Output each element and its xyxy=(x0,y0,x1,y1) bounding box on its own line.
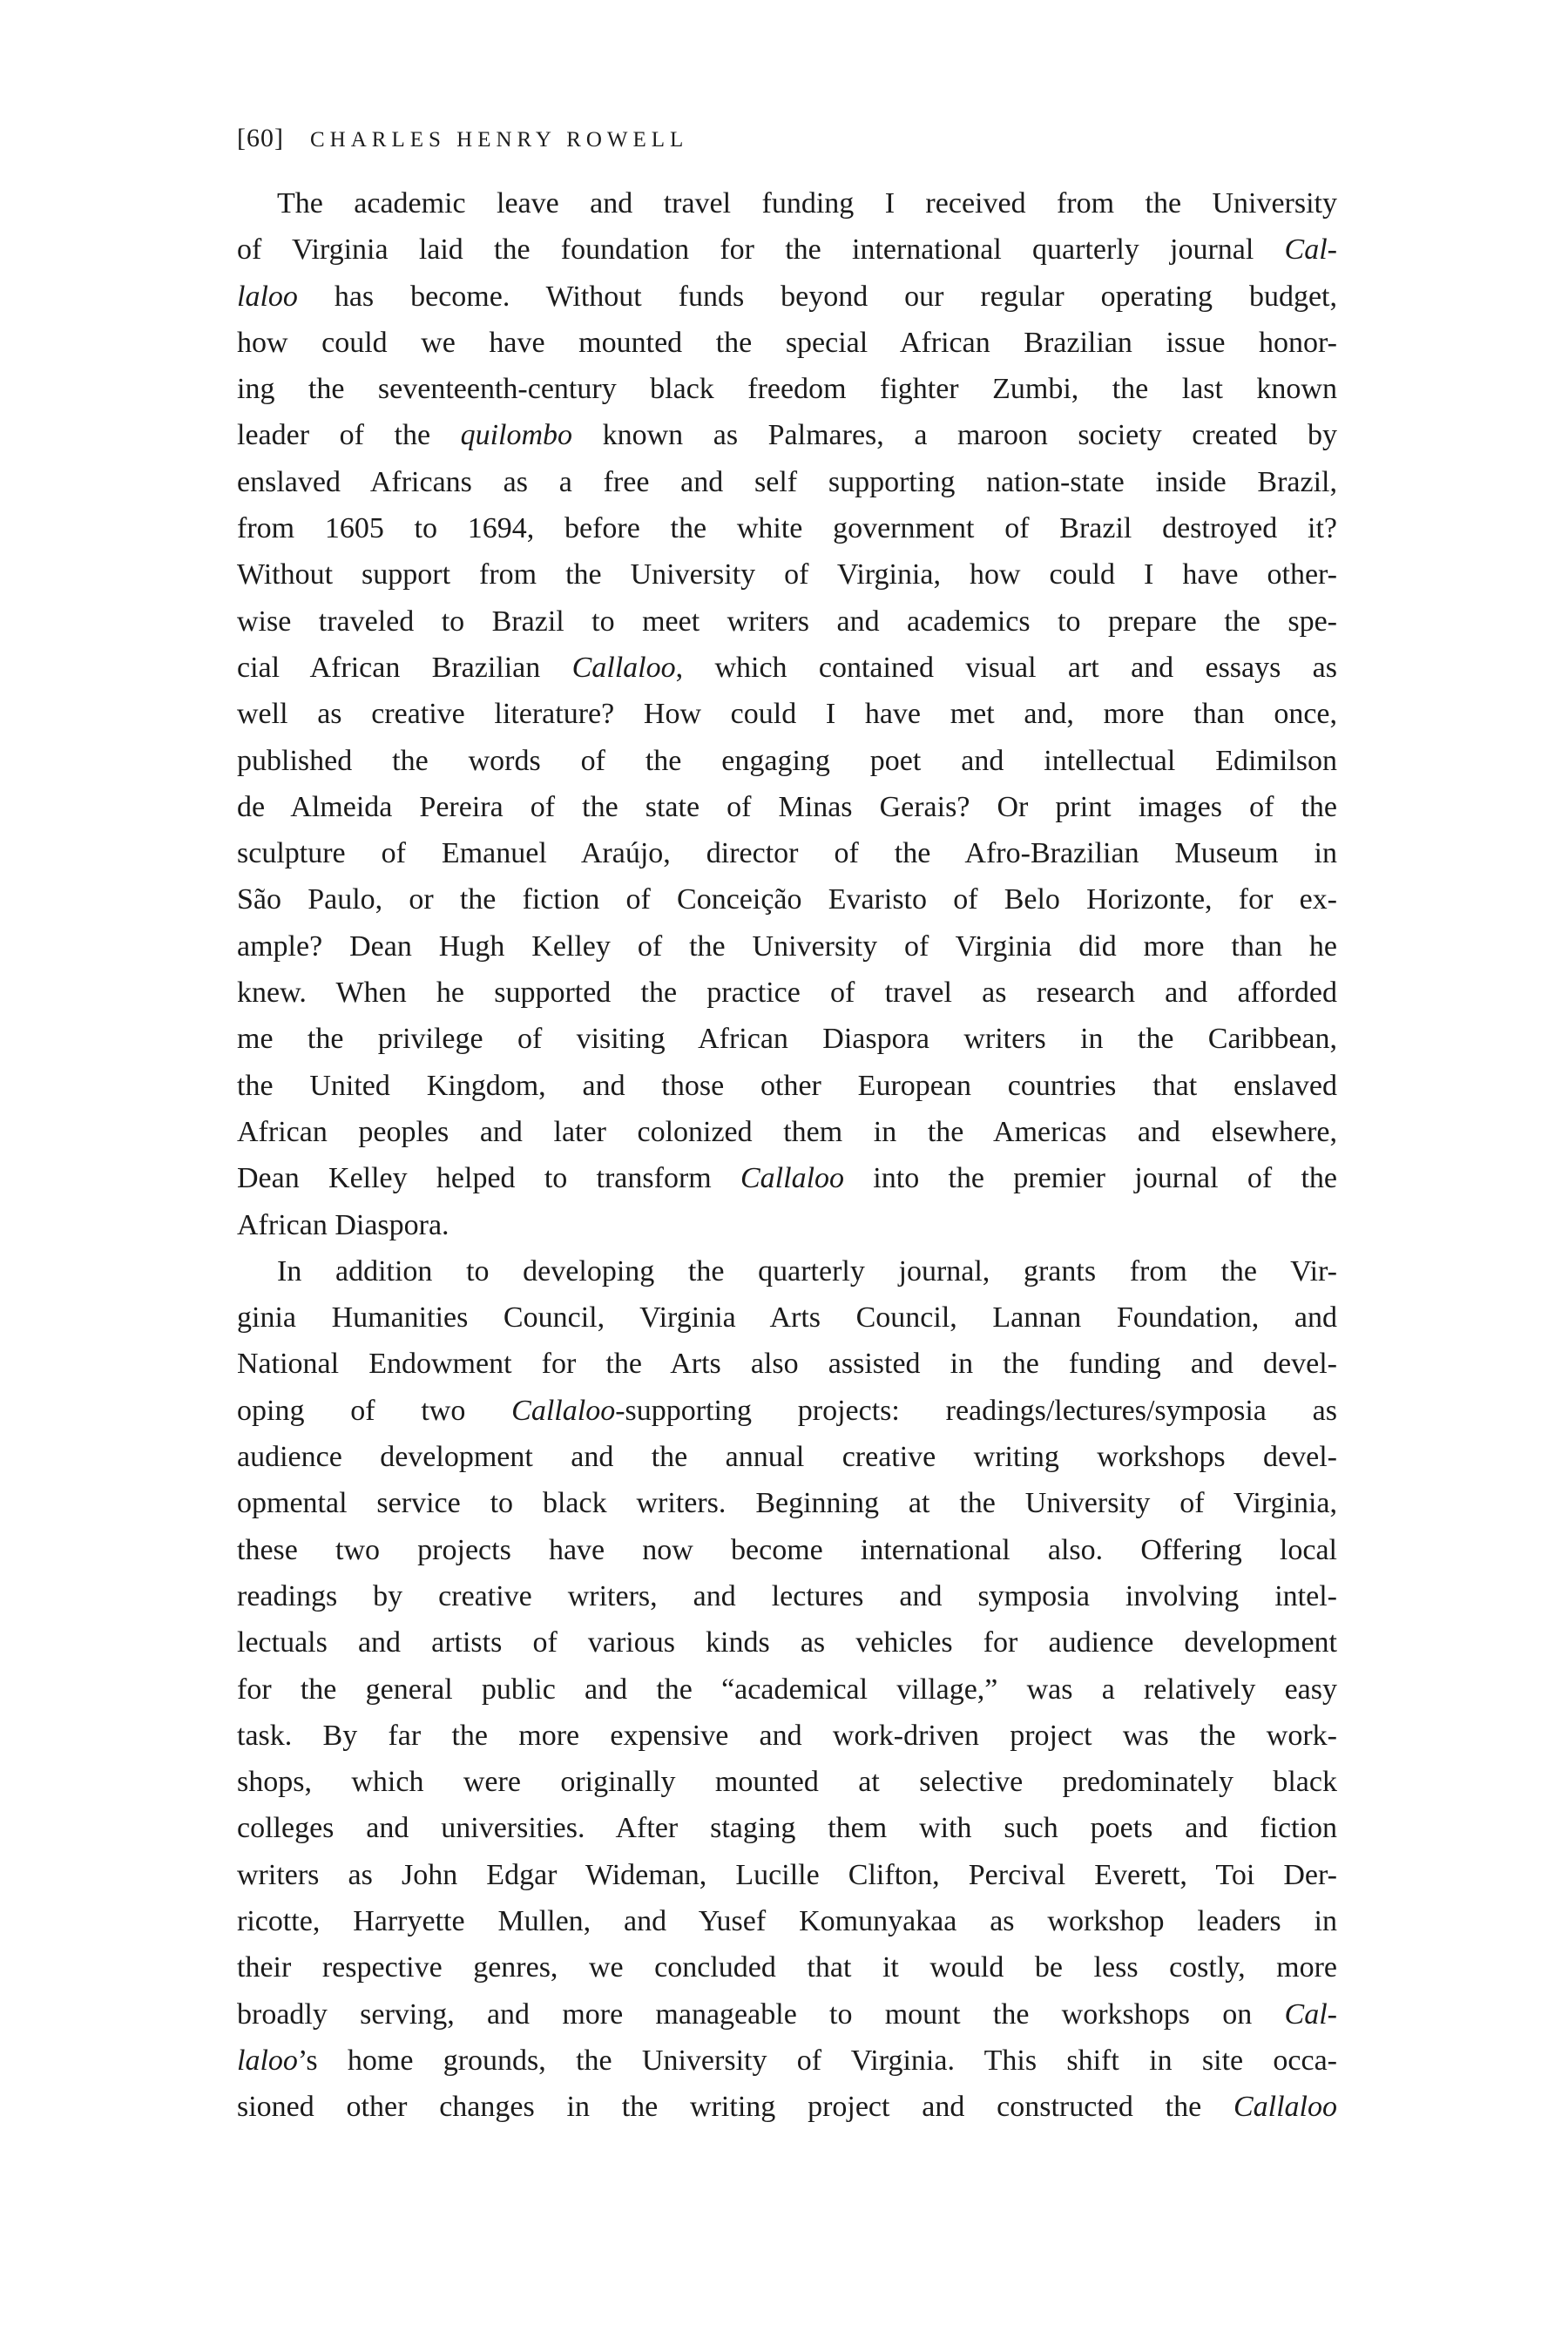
text-line: lectuals and artists of various kinds as vehicles for audience development xyxy=(237,1626,1337,1659)
text-line: task. By far the more expensive and work-driven project was the work- xyxy=(237,1719,1337,1752)
text-line: ricotte, Harryette Mullen, and Yusef Komunyakaa as workshop leaders in xyxy=(237,1904,1337,1937)
text-line: leader of the quilombo known as Palmares, a maroon society created by xyxy=(237,419,1337,452)
text-line: laloo has become. Without funds beyond our regular operating budget, xyxy=(237,280,1337,313)
text-line: enslaved Africans as a free and self supporting nation-state inside Brazil, xyxy=(237,465,1337,498)
paragraph xyxy=(237,1248,1337,2131)
text-line: colleges and universities. After staging them with such poets and fiction xyxy=(237,1812,1337,1845)
text-line: sioned other changes in the writing project and constructed the Callaloo xyxy=(237,2091,1337,2124)
text-line: São Paulo, or the fiction of Conceição Evaristo of Belo Horizonte, for ex- xyxy=(237,883,1337,916)
text-line: cial African Brazilian Callaloo, which contained visual art and essays as xyxy=(237,651,1337,684)
text-line: oping of two Callaloo-supporting projects: readings/lectures/symposia as xyxy=(237,1394,1337,1427)
text-line: ing the seventeenth-century black freedom fighter Zumbi, the last known xyxy=(237,373,1337,406)
text-line: opmental service to black writers. Beginning at the University of Virginia, xyxy=(237,1487,1337,1520)
text-line: National Endowment for the Arts also assisted in the funding and devel- xyxy=(237,1348,1337,1381)
text-line: me the privilege of visiting African Diaspora writers in the Caribbean, xyxy=(237,1023,1337,1056)
text-line: The academic leave and travel funding I received from the University xyxy=(277,187,1337,220)
text-line: audience development and the annual creative writing workshops devel- xyxy=(237,1441,1337,1474)
text-line: published the words of the engaging poet and intellectual Edimilson xyxy=(237,744,1337,777)
body-text xyxy=(237,180,1337,2130)
text-line: writers as John Edgar Wideman, Lucille Clifton, Percival Everett, Toi Der- xyxy=(237,1858,1337,1891)
text-line: laloo’s home grounds, the University of Virginia. This shift in site occa- xyxy=(237,2044,1337,2077)
text-line: sculpture of Emanuel Araújo, director of the Afro-Brazilian Museum in xyxy=(237,837,1337,870)
text-line: Without support from the University of Virginia, how could I have other- xyxy=(237,558,1337,591)
text-line: these two projects have now become international also. Offering local xyxy=(237,1533,1337,1566)
text-line: of Virginia laid the foundation for the international quarterly journal Cal- xyxy=(237,233,1337,267)
text-line: for the general public and the “academical village,” was a relatively easy xyxy=(237,1673,1337,1706)
text-line: de Almeida Pereira of the state of Minas Gerais? Or print images of the xyxy=(237,790,1337,823)
text-line: African Diaspora. xyxy=(237,1208,449,1241)
text-line: In addition to developing the quarterly journal, grants from the Vir- xyxy=(277,1254,1337,1288)
text-line: ginia Humanities Council, Virginia Arts Council, Lannan Foundation, and xyxy=(237,1301,1337,1335)
text-line: well as creative literature? How could I have met and, more than once, xyxy=(237,698,1337,731)
page-number: [60] xyxy=(237,124,284,152)
text-line: how could we have mounted the special African Brazilian issue honor- xyxy=(237,326,1337,359)
text-line: knew. When he supported the practice of travel as research and afforded xyxy=(237,977,1337,1010)
text-line: shops, which were originally mounted at selective predominately black xyxy=(237,1766,1337,1799)
text-line: readings by creative writers, and lectures and symposia involving intel- xyxy=(237,1579,1337,1612)
text-line: from 1605 to 1694, before the white government of Brazil destroyed it? xyxy=(237,512,1337,545)
text-line: broadly serving, and more manageable to mount the workshops on Cal- xyxy=(237,1997,1337,2031)
text-line: Dean Kelley helped to transform Callaloo into the premier journal of the xyxy=(237,1162,1337,1195)
text-line: their respective genres, we concluded that it would be less costly, more xyxy=(237,1951,1337,1984)
text-line: the United Kingdom, and those other European countries that enslaved xyxy=(237,1069,1337,1102)
text-line: African peoples and later colonized them in the Americas and elsewhere, xyxy=(237,1115,1337,1148)
paragraph xyxy=(237,180,1337,1248)
running-head-author: CHARLES HENRY ROWELL xyxy=(309,128,689,152)
running-head xyxy=(237,124,688,155)
text-line: wise traveled to Brazil to meet writers and academics to prepare the spe- xyxy=(237,605,1337,638)
text-line: ample? Dean Hugh Kelley of the University of Virginia did more than he xyxy=(237,929,1337,963)
